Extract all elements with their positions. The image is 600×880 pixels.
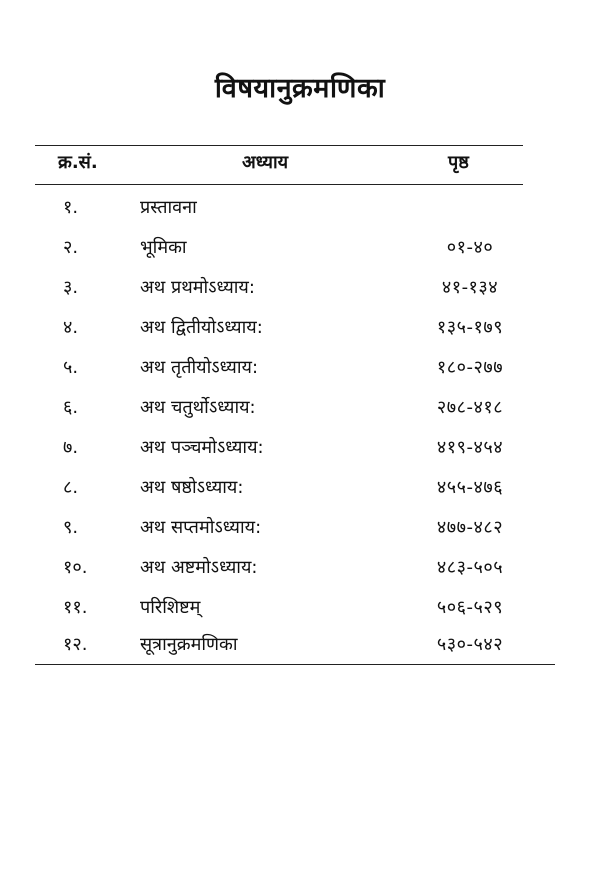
row-number: ३. [63,277,79,298]
row-number: ७. [63,437,79,458]
toc-row [0,556,600,596]
row-number: २. [63,237,79,258]
toc-row [0,476,600,516]
row-number: ९. [63,517,79,538]
row-title: अथ षष्ठोऽध्याय: [140,477,244,498]
row-pages: ४१९-४५४ [436,437,504,458]
row-title: अथ सप्तमोऽध्याय: [140,517,262,538]
row-title: अथ प्रथमोऽध्याय: [140,277,255,298]
header-rule [35,184,523,185]
row-pages: ४५५-४७६ [436,477,504,498]
row-title: सूत्रानुक्रमणिका [140,634,238,655]
row-title: अथ चतुर्थोऽध्याय: [140,397,256,418]
top-rule [35,145,523,146]
header-page: पृष्ठ [448,152,469,173]
row-title: अथ अष्टमोऽध्याय: [140,557,258,578]
row-title: अथ पञ्चमोऽध्याय: [140,437,264,458]
toc-row [0,516,600,556]
toc-row [0,236,600,276]
page-title: विषयानुक्रमणिका [214,73,386,104]
toc-row [0,196,600,236]
row-pages: ०१-४० [446,237,494,258]
row-number: ११. [63,597,88,618]
row-pages: ५०६-५२९ [436,597,504,618]
row-title: परिशिष्टम् [140,597,201,618]
row-title: प्रस्तावना [140,197,197,218]
row-number: १. [63,197,79,218]
header-chapter: अध्याय [242,152,289,173]
toc-row [0,356,600,396]
row-number: १२. [63,634,88,655]
toc-row [0,633,600,673]
row-number: १०. [63,557,88,578]
row-title: भूमिका [140,237,187,258]
row-number: ५. [63,357,79,378]
row-pages: ४१-१३४ [441,277,499,298]
row-pages: ४७७-४८२ [436,517,504,538]
row-pages: २७८-४१८ [436,397,504,418]
row-number: ६. [63,397,79,418]
toc-row [0,396,600,436]
row-title: अथ द्वितीयोऽध्याय: [140,317,263,338]
toc-row [0,316,600,356]
header-serial: क्र.सं. [58,152,98,173]
toc-row [0,276,600,316]
row-pages: ५३०-५४२ [436,634,504,655]
bottom-rule [35,664,555,665]
row-number: ४. [63,317,79,338]
row-pages: १८०-२७७ [436,357,504,378]
row-pages: १३५-१७९ [436,317,504,338]
toc-row [0,596,600,636]
row-number: ८. [63,477,79,498]
toc-row [0,436,600,476]
row-title: अथ तृतीयोऽध्याय: [140,357,259,378]
row-pages: ४८३-५०५ [436,557,504,578]
